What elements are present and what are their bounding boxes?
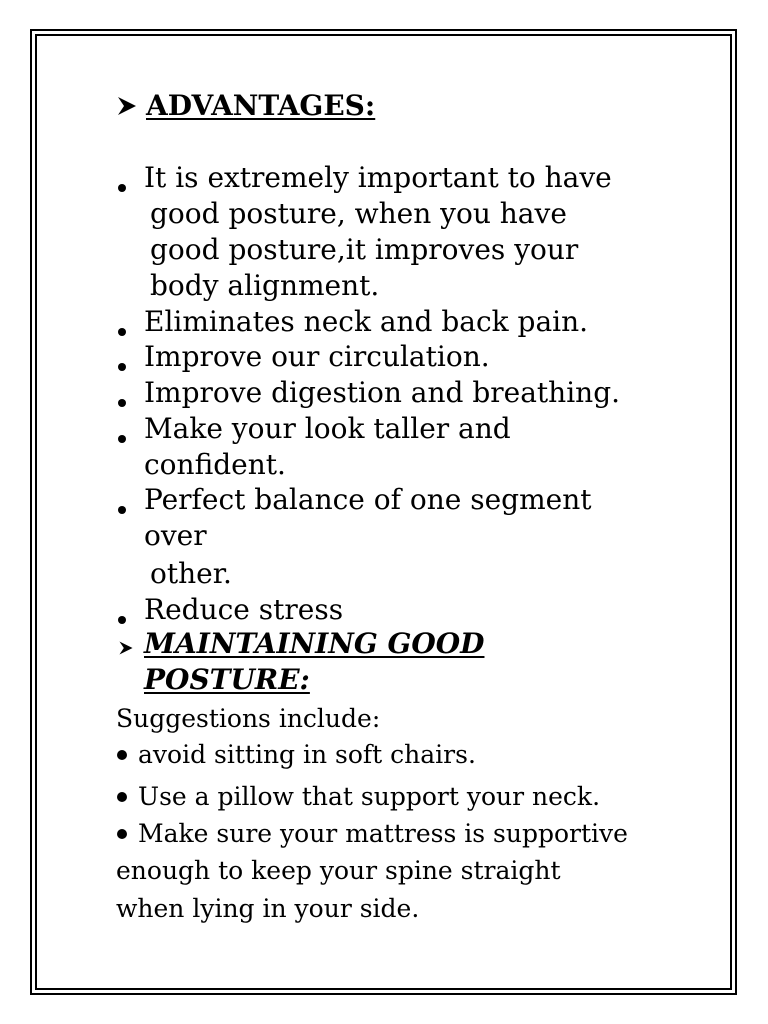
advantage-item-7: Reduce stress [144, 593, 344, 626]
advantage-item-1-line-2: good posture, when you have [150, 197, 567, 230]
bullet-dot [118, 399, 126, 407]
bullet-dot [118, 184, 126, 192]
arrowhead-icon [118, 640, 134, 656]
arrowhead-icon [116, 95, 138, 117]
bullet-dot [118, 363, 126, 371]
advantage-item-5-line-1: Make your look taller and [144, 412, 511, 445]
advantage-item-6-line-1: Perfect balance of one segment [144, 483, 592, 516]
advantage-item-2: Eliminates neck and back pain. [144, 305, 589, 338]
advantage-item-1-line-1: It is extremely important to have [144, 161, 612, 194]
suggestion-3-line-1: Make sure your mattress is supportive [138, 819, 628, 848]
suggestion-3-line-3: when lying in your side. [116, 894, 420, 923]
suggestions-intro: Suggestions include: [116, 704, 381, 733]
advantage-item-1-line-3: good posture,it improves your [150, 233, 579, 266]
advantage-item-4: Improve digestion and breathing. [144, 376, 621, 409]
advantages-heading: ADVANTAGES: [146, 89, 376, 122]
suggestion-1: avoid sitting in soft chairs. [138, 740, 476, 769]
advantage-item-6-line-2: over [144, 519, 207, 552]
bullet-dot [118, 328, 126, 336]
bullet-dot [118, 616, 126, 624]
advantage-item-3: Improve our circulation. [144, 340, 490, 373]
bullet-dot [118, 435, 126, 443]
bullet-dot [118, 506, 126, 514]
bullet-dot [117, 792, 127, 802]
maintaining-heading-line-2: POSTURE: [144, 663, 310, 696]
advantage-item-1-line-4: body alignment. [150, 269, 380, 302]
bullet-dot [117, 829, 127, 839]
suggestion-3-line-2: enough to keep your spine straight [116, 856, 561, 885]
bullet-dot [117, 750, 127, 760]
advantage-item-5-line-2: confident. [144, 448, 286, 481]
maintaining-heading-line-1: MAINTAINING GOOD [144, 627, 485, 660]
suggestion-2: Use a pillow that support your neck. [138, 782, 601, 811]
advantage-item-6-line-3: other. [150, 557, 232, 590]
